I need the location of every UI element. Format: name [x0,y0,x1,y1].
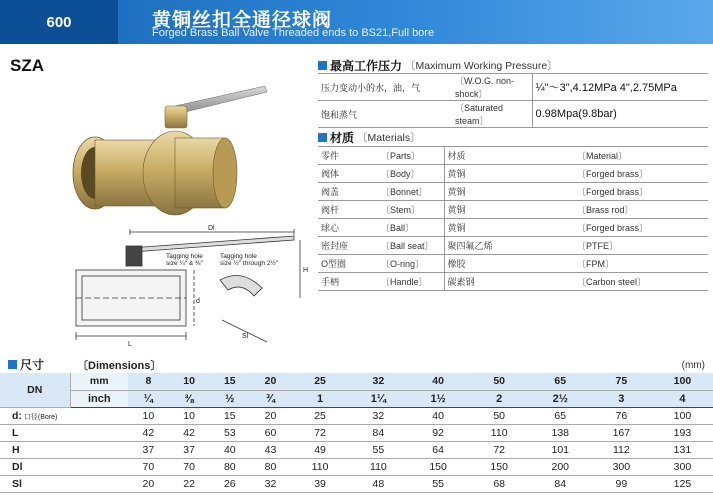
dimension-cell: 15 [209,407,250,424]
dimension-cell: 167 [591,424,652,441]
dn-mm-cell: 10 [169,373,210,390]
material-cell: 〔PTFE〕 [574,237,708,255]
dimension-row-label: d: 口径(Bore) [0,407,128,424]
dn-inch-cell: 3 [591,390,652,407]
material-row [318,147,708,165]
material-cell: 阀盖 [318,183,378,201]
dn-mm-cell: 20 [250,373,291,390]
dimension-cell: 50 [469,407,530,424]
dimension-row-label: Sl [0,475,128,492]
material-cell: 〔Parts〕 [378,147,444,165]
unit-mm: mm [70,373,128,390]
dimension-cell: 39 [291,475,349,492]
dimension-cell: 110 [469,424,530,441]
material-cell: 阀体 [318,165,378,183]
dimension-row [0,407,713,424]
material-row [318,183,708,201]
dimensions-table [0,373,713,493]
materials-section-title: 材质 〔Materials〕 [318,129,421,146]
dimension-cell: 10 [169,407,210,424]
dimension-row [0,441,713,458]
dimension-cell: 55 [349,441,407,458]
material-cell: 〔Stem〕 [378,201,444,219]
dimension-cell: 72 [291,424,349,441]
dimension-cell: 80 [209,458,250,475]
dimension-cell: 84 [349,424,407,441]
material-cell: 黄铜 [444,183,574,201]
dimension-cell: 49 [291,441,349,458]
section-marker-icon [318,133,327,142]
dimension-cell: 150 [408,458,469,475]
material-cell: 黄铜 [444,219,574,237]
material-cell: 阀杆 [318,201,378,219]
dimension-cell: 10 [128,407,169,424]
dn-mm-cell: 40 [408,373,469,390]
dimension-cell: 99 [591,475,652,492]
material-cell: 〔Ball seat〕 [378,237,444,255]
page-subtitle: Forged Brass Ball Valve Threaded ends to BS21,Full bore [152,27,435,39]
dimension-cell: 150 [469,458,530,475]
dn-inch-cell: 2 [469,390,530,407]
valve-photo [55,78,275,223]
dim-label-d: d [196,298,200,305]
dn-inch-cell: ⅜ [169,390,210,407]
pressure-row: 压力变动小的水，油，气 〔W.O.G. non-shock〕 ¼"～3",4.12MPa 4",2.75MPa [318,74,708,101]
dimension-cell: 37 [169,441,210,458]
dimension-cell: 43 [250,441,291,458]
tag-hole-size-1: size ¼" & ⅜" [166,260,203,267]
dn-mm-cell: 50 [469,373,530,390]
dimension-cell: 42 [169,424,210,441]
material-row [318,255,708,273]
section-marker-icon [8,360,17,369]
dimension-cell: 32 [349,407,407,424]
material-cell: 〔Carbon steel〕 [574,273,708,291]
dimension-cell: 40 [209,441,250,458]
material-cell: 〔O-ring〕 [378,255,444,273]
dimension-cell: 65 [530,407,591,424]
dimension-cell: 70 [169,458,210,475]
material-cell: 黄铜 [444,165,574,183]
dn-mm-cell: 25 [291,373,349,390]
dimension-cell: 72 [469,441,530,458]
material-row [318,165,708,183]
pressure-section-title: 最高工作压力 〔Maximum Working Pressure〕 [318,57,558,74]
dimension-cell: 22 [169,475,210,492]
dimension-cell: 25 [291,407,349,424]
dimensions-unit: (mm) [681,360,705,371]
material-row [318,273,708,291]
valve-drawing [62,220,312,352]
material-cell: 球心 [318,219,378,237]
material-row [318,237,708,255]
dimension-cell: 300 [591,458,652,475]
dimension-cell: 80 [250,458,291,475]
dim-label-l: L [128,341,132,348]
tag-hole-label-1: Tagging hole [166,253,203,260]
page-header [0,0,713,44]
dimension-cell: 42 [128,424,169,441]
material-cell: 〔Material〕 [574,147,708,165]
material-cell: 〔FPM〕 [574,255,708,273]
material-cell: 聚四氟乙烯 [444,237,574,255]
dimension-cell: 138 [530,424,591,441]
dimension-cell: 64 [408,441,469,458]
dn-inch-cell: 4 [652,390,713,407]
dn-inch-cell: ¾ [250,390,291,407]
material-cell: 〔Forged brass〕 [574,165,708,183]
pressure-table [318,73,708,128]
dimension-cell: 110 [349,458,407,475]
unit-inch: inch [70,390,128,407]
material-cell: 黄铜 [444,201,574,219]
dimension-cell: 101 [530,441,591,458]
material-cell: 〔Ball〕 [378,219,444,237]
material-cell: 〔Forged brass〕 [574,219,708,237]
dimension-cell: 300 [652,458,713,475]
tag-hole-size-2: size ½" through 2½" [220,260,279,267]
dimension-row [0,458,713,475]
dn-mm-cell: 32 [349,373,407,390]
dimension-cell: 20 [250,407,291,424]
page-title: 黄铜丝扣全通径球阀 [152,10,333,31]
dimension-row-label: H [0,441,128,458]
dimension-cell: 40 [408,407,469,424]
material-cell: 密封座 [318,237,378,255]
dimension-cell: 70 [128,458,169,475]
dimension-cell: 84 [530,475,591,492]
dim-label-dl: Dl [208,225,215,232]
dimension-cell: 125 [652,475,713,492]
dimension-cell: 55 [408,475,469,492]
dimension-cell: 60 [250,424,291,441]
dn-mm-cell: 100 [652,373,713,390]
dimension-cell: 110 [291,458,349,475]
dn-inch-cell: 1½ [408,390,469,407]
dim-label-h: H [303,267,309,274]
material-row [318,219,708,237]
dimension-row-label: L [0,424,128,441]
dimension-cell: 131 [652,441,713,458]
material-cell: 〔Brass rod〕 [574,201,708,219]
dimension-cell: 76 [591,407,652,424]
material-cell: 〔Forged brass〕 [574,183,708,201]
dimension-cell: 112 [591,441,652,458]
dn-label: DN [0,373,70,407]
dn-mm-cell: 65 [530,373,591,390]
pressure-row: 饱和蒸气 〔Saturated steam〕 0.98Mpa(9.8bar) [318,101,708,128]
dimension-cell: 200 [530,458,591,475]
dimension-cell: 193 [652,424,713,441]
dn-mm-row [0,373,713,390]
material-cell: 橡胶 [444,255,574,273]
tag-hole-label-2: Tagging hole [220,253,257,260]
dimension-cell: 92 [408,424,469,441]
section-marker-icon [318,61,327,70]
dimensions-section-title: 尺寸 〔Dimensions〕 [8,356,161,373]
material-row [318,201,708,219]
dimension-cell: 32 [250,475,291,492]
dimension-cell: 37 [128,441,169,458]
dn-mm-cell: 8 [128,373,169,390]
dimension-cell: 20 [128,475,169,492]
dimension-cell: 26 [209,475,250,492]
page-number: 600 [0,0,118,44]
dim-label-sl: Sl [242,333,249,340]
material-cell: 〔Bonnet〕 [378,183,444,201]
dn-inch-cell: ½ [209,390,250,407]
material-cell: 零件 [318,147,378,165]
dn-mm-cell: 15 [209,373,250,390]
dn-inch-cell: ¼ [128,390,169,407]
dimension-cell: 68 [469,475,530,492]
dn-inch-row [0,390,713,407]
dn-mm-cell: 75 [591,373,652,390]
dimension-row [0,475,713,492]
materials-table [318,146,708,291]
material-cell: 〔Handle〕 [378,273,444,291]
material-cell: 手柄 [318,273,378,291]
dimension-row [0,424,713,441]
material-cell: O型圈 [318,255,378,273]
material-cell: 材质 [444,147,574,165]
dimension-row-label: Dl [0,458,128,475]
model-code: SZA [10,56,44,75]
dimension-cell: 53 [209,424,250,441]
dn-inch-cell: 2½ [530,390,591,407]
material-cell: 碳素钢 [444,273,574,291]
material-cell: 〔Body〕 [378,165,444,183]
dimension-cell: 48 [349,475,407,492]
dn-inch-cell: 1 [291,390,349,407]
dn-inch-cell: 1¼ [349,390,407,407]
dimension-cell: 100 [652,407,713,424]
